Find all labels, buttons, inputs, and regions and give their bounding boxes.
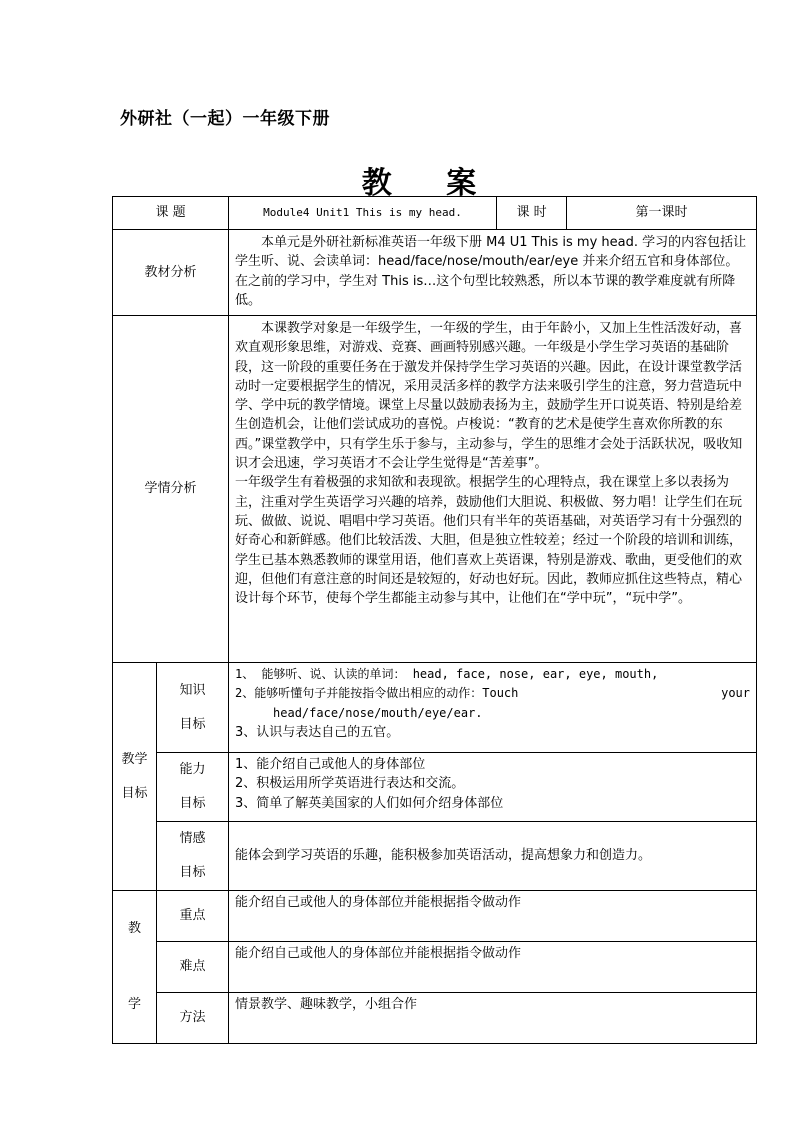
topic-row (113, 197, 757, 230)
knowledge-goals-cell (229, 663, 757, 753)
students-row (113, 316, 757, 663)
key-row (113, 891, 757, 942)
topic-label: 课 题 (113, 197, 229, 230)
material-analysis-cell (229, 230, 757, 316)
topic-value: Module4 Unit1 This is my head. (229, 197, 497, 230)
knowledge-item-2a: 2、能够听懂句子并能按指令做出相应的动作：Touch (235, 686, 519, 701)
lesson-plan-table (112, 196, 757, 1044)
ability-label-line-1: 能力 (179, 762, 206, 777)
period-value: 第一课时 (567, 197, 757, 230)
knowledge-label-line-1: 知识 (179, 682, 206, 698)
emotion-label-line-2: 目标 (179, 865, 206, 880)
ability-row (113, 753, 757, 822)
ability-item-3: 3、简单了解英美国家的人们如何介绍身体部位 (235, 795, 504, 811)
students-analysis-cell (229, 316, 757, 663)
emotion-label-line-1: 情感 (179, 831, 206, 846)
teaching-label-line-1: 教 (127, 921, 141, 936)
emotion-goals-cell (229, 822, 757, 891)
material-row (113, 230, 757, 316)
knowledge-item-2b: your (721, 686, 751, 701)
goals-label-line-2: 目标 (121, 785, 148, 801)
knowledge-label-line-2: 目标 (179, 716, 206, 732)
method-label: 方法 (157, 993, 229, 1044)
knowledge-item-2c: head/face/nose/mouth/eye/ear. (273, 705, 483, 720)
students-text-2: 一年级学生有着极强的求知欲和表现欲。根据学生的心理特点，我在课堂上多以表扬为主，注重对学生英语学习兴趣的培养，鼓励他们大胆说、积极做、努力唱！让学生们在玩玩、做做、说说、唱唱中学习英语。他们只有半年的英语基础，对英语学习有十分强烈的好奇心和新鲜感。他们比较活泼、大胆，但是独立性较差；经过一个阶段的培训和训练，学生已基本熟悉教师的课堂用语，他们喜欢上英语课，特别是游戏、歌曲，更受他们的欢迎，但他们有意注意的时间还是较短的，好动也好玩。因此，教师应抓住这些特点，精心设计每个环节，使每个学生都能主动参与其中，让他们在“学中玩”，“玩中学”。 (235, 475, 743, 607)
goals-label-line-1: 教学 (121, 751, 148, 767)
method-row (113, 993, 757, 1044)
material-text: 本单元是外研社新标准英语一年级下册 M4 U1 This is my head. 学习的内容包括让学生听、说、会读单词：head/face/nose/mouth/ear/eye 并来介绍五官和身体部位。在之前的学习中，学生对 This is…这个句型比较熟悉，所以本节课的教学难度就有所降低。 (235, 235, 747, 308)
teaching-label (113, 891, 157, 1044)
ability-goals-cell (229, 753, 757, 822)
difficulty-label: 难点 (157, 942, 229, 993)
document-title: 教 案 (361, 166, 499, 201)
goals-label (113, 663, 157, 891)
material-label: 教材分析 (113, 230, 229, 316)
emotion-text: 能体会到学习英语的乐趣，能积极参加英语活动，提高想象力和创造力。 (235, 848, 652, 864)
knowledge-item-2 (235, 684, 750, 703)
knowledge-item-3: 3、认识与表达自己的五官。 (235, 724, 400, 740)
knowledge-row (113, 663, 757, 753)
ability-label-line-2: 目标 (179, 796, 206, 811)
students-label: 学情分析 (113, 316, 229, 663)
knowledge-label (157, 663, 229, 753)
students-text-1: 本课教学对象是一年级学生，一年级的学生，由于年龄小，又加上生性活泼好动，喜欢直观形象思维，对游戏、竞赛、画画特别感兴趣。一年级是小学生学习英语的基础阶段，这一阶段的重要任务在于激发并保持学生学习英语的兴趣。因此，在设计课堂教学活动时一定要根据学生的情况，采用灵活多样的教学方法来吸引学生的注意，努力营造玩中学、学中玩的教学情境。课堂上尽量以鼓励表扬为主，鼓励学生开口说英语、特别是给差生创造机会，让他们尝试成功的喜悦。卢梭说：“教育的艺术是使学生喜欢你所教的东西。”课堂教学中，只有学生乐于参与，主动参与，学生的思维才会处于活跃状况，吸收知识才会迅速，学习英语才不会让学生觉得是“苦差事”。 (235, 321, 743, 472)
key-label: 重点 (157, 891, 229, 942)
period-label: 课 时 (497, 197, 567, 230)
publisher-heading: 外研社（一起）一年级下册 (120, 109, 330, 129)
method-text: 情景教学、趣味教学，小组合作 (229, 993, 757, 1044)
ability-label (157, 753, 229, 822)
emotion-row (113, 822, 757, 891)
knowledge-item-1: 1、 能够听、说、认读的单词： head, face, nose, ear, eye, mouth, (235, 667, 659, 681)
key-text: 能介绍自己或他人的身体部位并能根据指令做动作 (229, 891, 757, 942)
ability-item-1: 1、能介绍自己或他人的身体部位 (235, 757, 426, 772)
teaching-label-line-2: 学 (127, 997, 141, 1012)
difficulty-text: 能介绍自己或他人的身体部位并能根据指令做动作 (229, 942, 757, 993)
ability-item-2: 2、积极运用所学英语进行表达和交流。 (235, 776, 465, 792)
emotion-label (157, 822, 229, 891)
difficulty-row (113, 942, 757, 993)
